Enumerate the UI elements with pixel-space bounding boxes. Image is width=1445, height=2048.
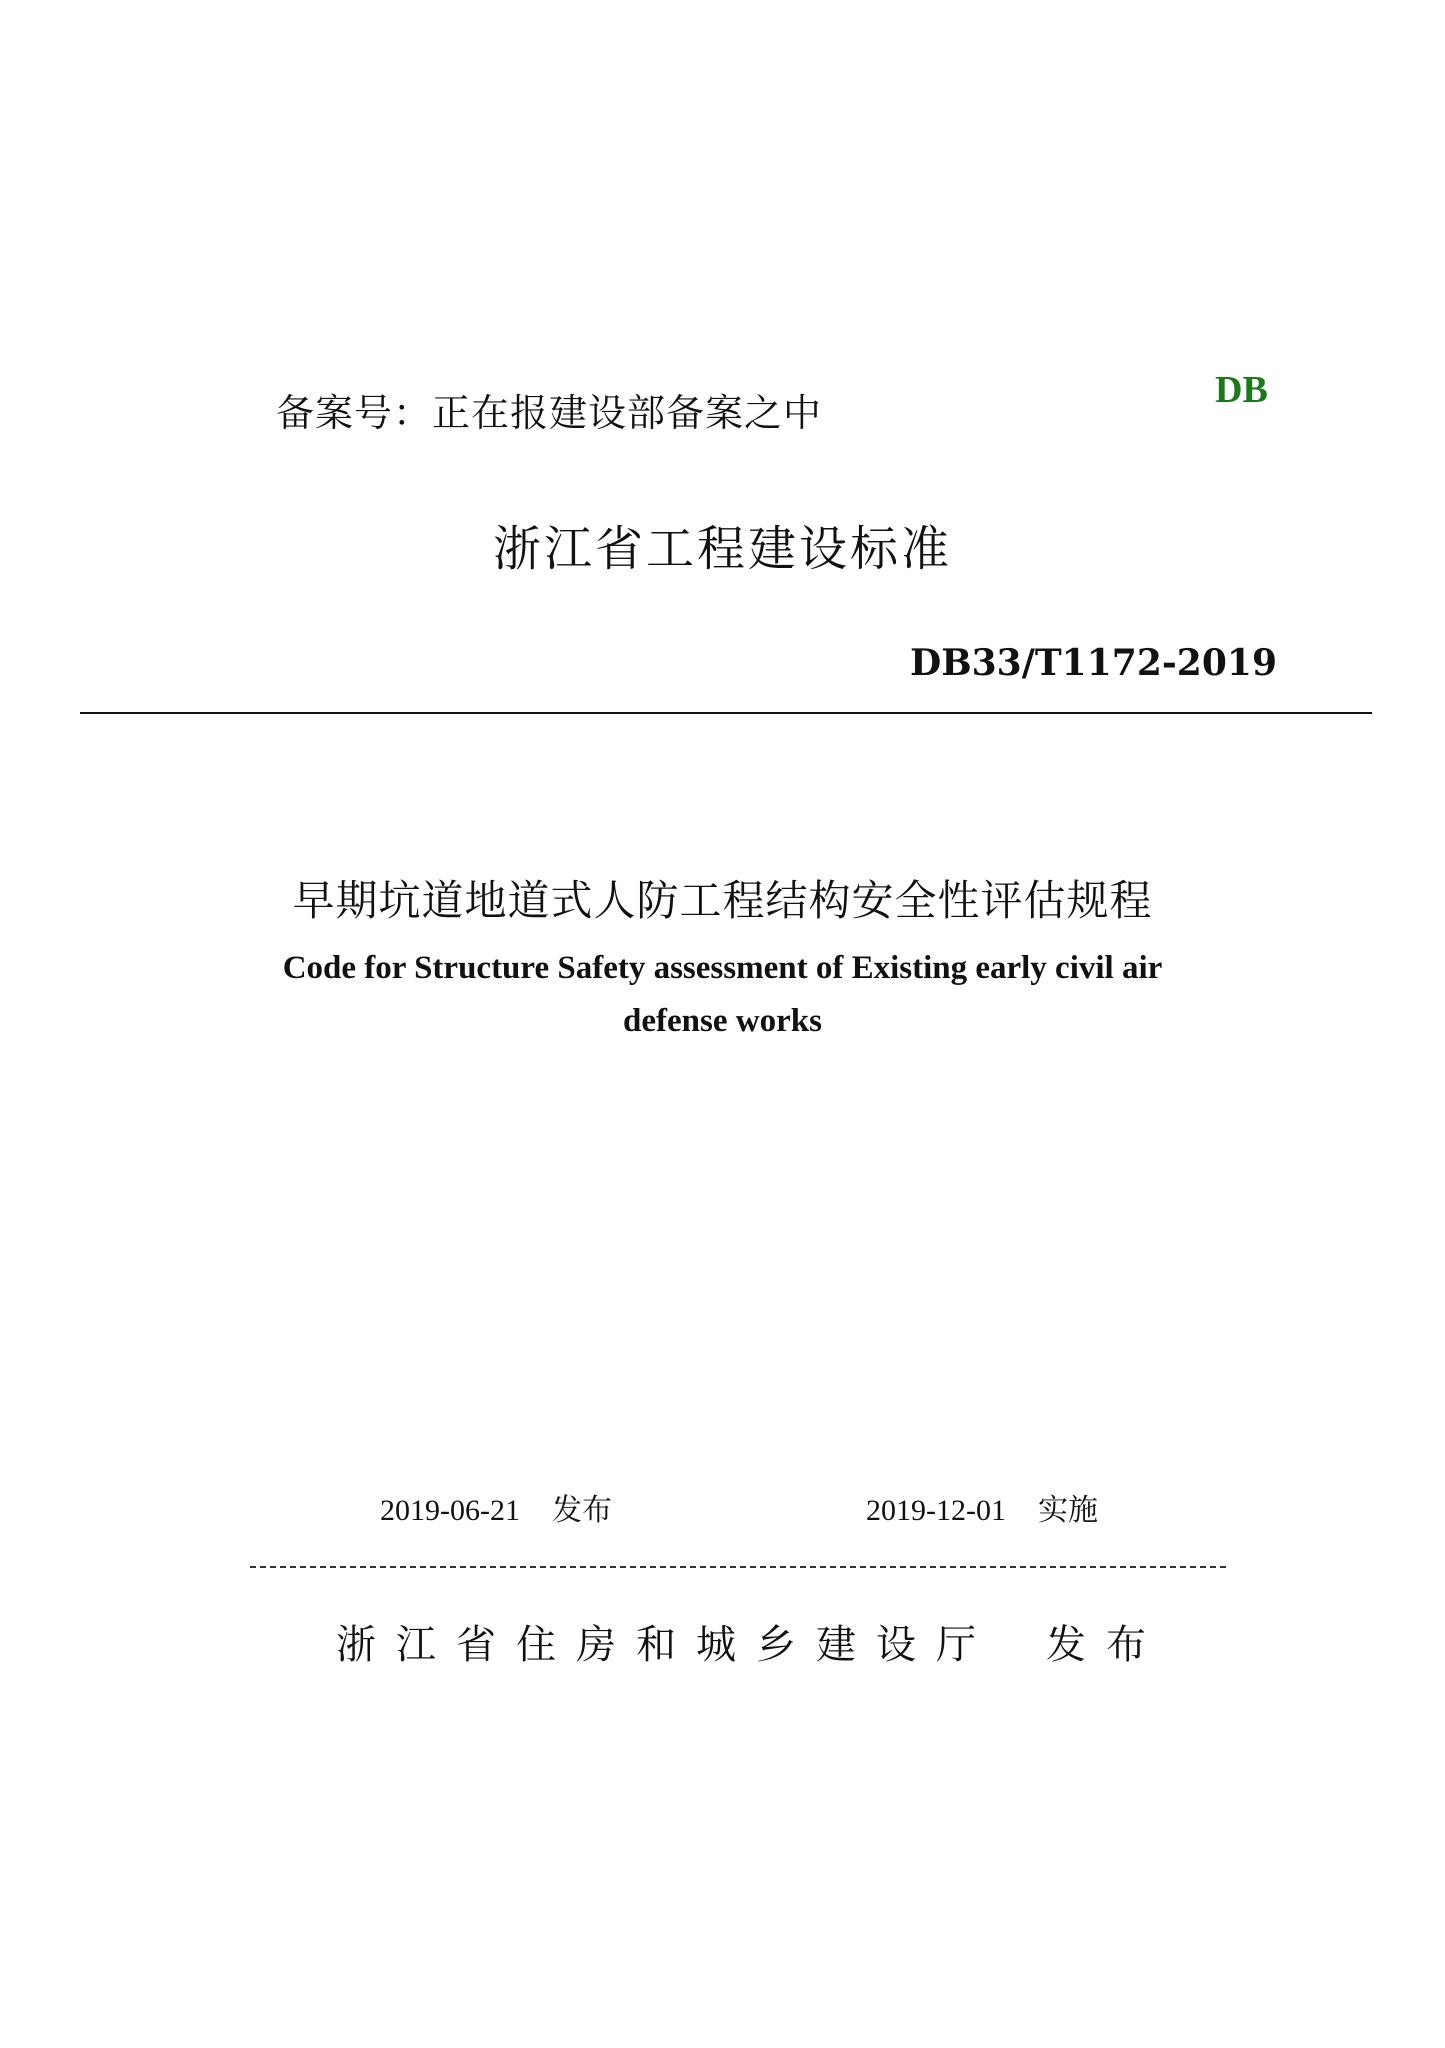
top-divider bbox=[80, 712, 1372, 714]
filing-number: 备案号：正在报建设部备案之中 bbox=[276, 391, 823, 435]
standard-number: DB33/T1172-2019 bbox=[909, 642, 1277, 684]
dashed-divider bbox=[250, 1566, 1226, 1568]
issue-date-block bbox=[380, 1485, 612, 1529]
publisher-name: 浙江省住房和城乡建设厅 bbox=[336, 1622, 996, 1668]
implement-label: 实施 bbox=[1037, 1493, 1098, 1528]
title-english-line2: defense works bbox=[623, 1003, 822, 1039]
publisher-line bbox=[336, 1613, 1166, 1670]
publisher-action: 发布 bbox=[1046, 1622, 1166, 1668]
implement-date-block bbox=[866, 1485, 1098, 1529]
standard-category: 浙江省工程建设标准 bbox=[492, 521, 952, 577]
issue-label: 发布 bbox=[551, 1493, 612, 1528]
title-english-line1: Code for Structure Safety assessment of Existing early civil air bbox=[282, 950, 1163, 986]
db-mark: DB bbox=[1215, 369, 1268, 411]
issue-date: 2019-06-21 bbox=[380, 1494, 520, 1527]
title-chinese: 早期坑道地道式人防工程结构安全性评估规程 bbox=[292, 876, 1153, 925]
implement-date: 2019-12-01 bbox=[866, 1494, 1006, 1527]
